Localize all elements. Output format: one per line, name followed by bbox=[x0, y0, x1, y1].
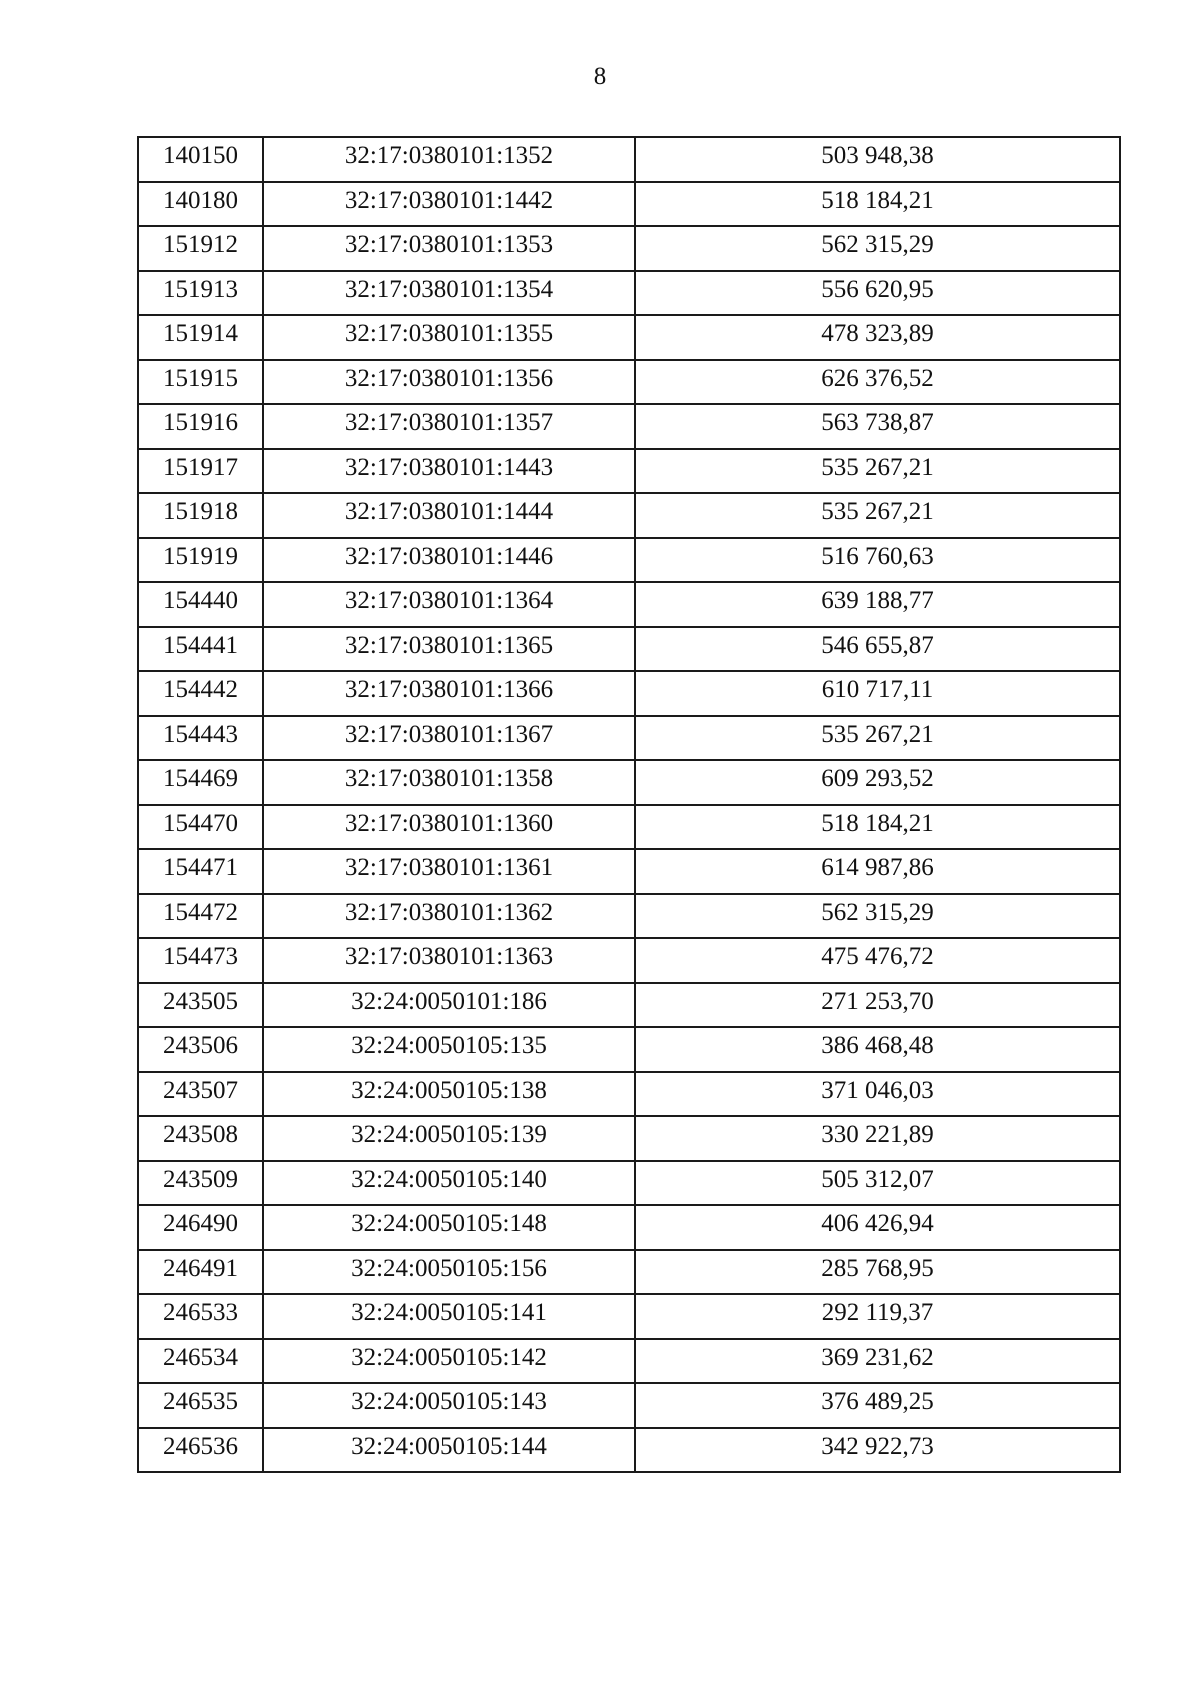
value-cell: 614 987,86 bbox=[635, 849, 1120, 894]
table-row bbox=[138, 894, 1120, 939]
row-id-cell: 154471 bbox=[138, 849, 263, 894]
row-id-cell: 154442 bbox=[138, 671, 263, 716]
value-cell: 535 267,21 bbox=[635, 716, 1120, 761]
cadastral-number-cell: 32:24:0050105:144 bbox=[263, 1428, 635, 1473]
table-row bbox=[138, 1027, 1120, 1072]
cadastral-number-cell: 32:24:0050105:143 bbox=[263, 1383, 635, 1428]
row-id-cell: 154469 bbox=[138, 760, 263, 805]
row-id-cell: 246533 bbox=[138, 1294, 263, 1339]
cadastral-number-cell: 32:17:0380101:1355 bbox=[263, 315, 635, 360]
table-row bbox=[138, 1339, 1120, 1384]
row-id-cell: 154473 bbox=[138, 938, 263, 983]
table-row bbox=[138, 671, 1120, 716]
row-id-cell: 246536 bbox=[138, 1428, 263, 1473]
cadastral-number-cell: 32:24:0050105:139 bbox=[263, 1116, 635, 1161]
row-id-cell: 151915 bbox=[138, 360, 263, 405]
value-cell: 639 188,77 bbox=[635, 582, 1120, 627]
value-cell: 518 184,21 bbox=[635, 182, 1120, 227]
table-row bbox=[138, 226, 1120, 271]
table-row bbox=[138, 1294, 1120, 1339]
page-number: 8 bbox=[593, 63, 607, 90]
value-cell: 535 267,21 bbox=[635, 493, 1120, 538]
cadastral-number-cell: 32:17:0380101:1442 bbox=[263, 182, 635, 227]
value-cell: 535 267,21 bbox=[635, 449, 1120, 494]
cadastral-number-cell: 32:17:0380101:1367 bbox=[263, 716, 635, 761]
table-row bbox=[138, 1250, 1120, 1295]
cadastral-number-cell: 32:17:0380101:1360 bbox=[263, 805, 635, 850]
cadastral-number-cell: 32:17:0380101:1361 bbox=[263, 849, 635, 894]
cadastral-number-cell: 32:17:0380101:1358 bbox=[263, 760, 635, 805]
value-cell: 330 221,89 bbox=[635, 1116, 1120, 1161]
value-cell: 292 119,37 bbox=[635, 1294, 1120, 1339]
row-id-cell: 151918 bbox=[138, 493, 263, 538]
table-row bbox=[138, 1072, 1120, 1117]
value-cell: 386 468,48 bbox=[635, 1027, 1120, 1072]
data-table bbox=[137, 136, 1121, 1473]
table-row bbox=[138, 760, 1120, 805]
cadastral-number-cell: 32:24:0050105:142 bbox=[263, 1339, 635, 1384]
table-row bbox=[138, 938, 1120, 983]
row-id-cell: 154440 bbox=[138, 582, 263, 627]
value-cell: 371 046,03 bbox=[635, 1072, 1120, 1117]
table-row bbox=[138, 271, 1120, 316]
row-id-cell: 243508 bbox=[138, 1116, 263, 1161]
cadastral-number-cell: 32:17:0380101:1362 bbox=[263, 894, 635, 939]
value-cell: 626 376,52 bbox=[635, 360, 1120, 405]
cadastral-number-cell: 32:17:0380101:1443 bbox=[263, 449, 635, 494]
table-row bbox=[138, 582, 1120, 627]
row-id-cell: 140150 bbox=[138, 137, 263, 182]
cadastral-number-cell: 32:17:0380101:1353 bbox=[263, 226, 635, 271]
cadastral-number-cell: 32:17:0380101:1364 bbox=[263, 582, 635, 627]
row-id-cell: 246534 bbox=[138, 1339, 263, 1384]
row-id-cell: 154472 bbox=[138, 894, 263, 939]
row-id-cell: 151917 bbox=[138, 449, 263, 494]
row-id-cell: 151914 bbox=[138, 315, 263, 360]
row-id-cell: 243505 bbox=[138, 983, 263, 1028]
cadastral-number-cell: 32:24:0050105:135 bbox=[263, 1027, 635, 1072]
cadastral-number-cell: 32:17:0380101:1357 bbox=[263, 404, 635, 449]
cadastral-number-cell: 32:24:0050105:140 bbox=[263, 1161, 635, 1206]
row-id-cell: 151919 bbox=[138, 538, 263, 583]
value-cell: 369 231,62 bbox=[635, 1339, 1120, 1384]
cadastral-number-cell: 32:24:0050105:156 bbox=[263, 1250, 635, 1295]
value-cell: 516 760,63 bbox=[635, 538, 1120, 583]
cadastral-number-cell: 32:17:0380101:1363 bbox=[263, 938, 635, 983]
row-id-cell: 151916 bbox=[138, 404, 263, 449]
table-row bbox=[138, 1205, 1120, 1250]
table-row bbox=[138, 1116, 1120, 1161]
cadastral-number-cell: 32:24:0050105:148 bbox=[263, 1205, 635, 1250]
table-row bbox=[138, 182, 1120, 227]
row-id-cell: 151913 bbox=[138, 271, 263, 316]
row-id-cell: 154441 bbox=[138, 627, 263, 672]
table-row bbox=[138, 315, 1120, 360]
value-cell: 562 315,29 bbox=[635, 226, 1120, 271]
value-cell: 609 293,52 bbox=[635, 760, 1120, 805]
cadastral-number-cell: 32:17:0380101:1365 bbox=[263, 627, 635, 672]
value-cell: 285 768,95 bbox=[635, 1250, 1120, 1295]
table-row bbox=[138, 449, 1120, 494]
table-row bbox=[138, 538, 1120, 583]
value-cell: 271 253,70 bbox=[635, 983, 1120, 1028]
cadastral-number-cell: 32:17:0380101:1366 bbox=[263, 671, 635, 716]
row-id-cell: 154443 bbox=[138, 716, 263, 761]
cadastral-number-cell: 32:17:0380101:1444 bbox=[263, 493, 635, 538]
value-cell: 475 476,72 bbox=[635, 938, 1120, 983]
row-id-cell: 243509 bbox=[138, 1161, 263, 1206]
row-id-cell: 246490 bbox=[138, 1205, 263, 1250]
table-row bbox=[138, 716, 1120, 761]
row-id-cell: 151912 bbox=[138, 226, 263, 271]
cadastral-number-cell: 32:17:0380101:1446 bbox=[263, 538, 635, 583]
table-row bbox=[138, 805, 1120, 850]
value-cell: 546 655,87 bbox=[635, 627, 1120, 672]
row-id-cell: 154470 bbox=[138, 805, 263, 850]
value-cell: 610 717,11 bbox=[635, 671, 1120, 716]
value-cell: 518 184,21 bbox=[635, 805, 1120, 850]
row-id-cell: 140180 bbox=[138, 182, 263, 227]
table-row bbox=[138, 1428, 1120, 1473]
value-cell: 563 738,87 bbox=[635, 404, 1120, 449]
value-cell: 562 315,29 bbox=[635, 894, 1120, 939]
table-row bbox=[138, 404, 1120, 449]
table-row bbox=[138, 493, 1120, 538]
value-cell: 406 426,94 bbox=[635, 1205, 1120, 1250]
row-id-cell: 246535 bbox=[138, 1383, 263, 1428]
value-cell: 342 922,73 bbox=[635, 1428, 1120, 1473]
table-row bbox=[138, 137, 1120, 182]
table-row bbox=[138, 1383, 1120, 1428]
table-row bbox=[138, 1161, 1120, 1206]
cadastral-number-cell: 32:17:0380101:1352 bbox=[263, 137, 635, 182]
table-body bbox=[138, 137, 1120, 1472]
value-cell: 556 620,95 bbox=[635, 271, 1120, 316]
row-id-cell: 243507 bbox=[138, 1072, 263, 1117]
value-cell: 503 948,38 bbox=[635, 137, 1120, 182]
table-row bbox=[138, 627, 1120, 672]
table-row bbox=[138, 360, 1120, 405]
row-id-cell: 243506 bbox=[138, 1027, 263, 1072]
table-row bbox=[138, 849, 1120, 894]
row-id-cell: 246491 bbox=[138, 1250, 263, 1295]
cadastral-number-cell: 32:24:0050105:141 bbox=[263, 1294, 635, 1339]
cadastral-number-cell: 32:17:0380101:1354 bbox=[263, 271, 635, 316]
cadastral-number-cell: 32:24:0050105:138 bbox=[263, 1072, 635, 1117]
value-cell: 376 489,25 bbox=[635, 1383, 1120, 1428]
cadastral-number-cell: 32:17:0380101:1356 bbox=[263, 360, 635, 405]
cadastral-number-cell: 32:24:0050101:186 bbox=[263, 983, 635, 1028]
value-cell: 478 323,89 bbox=[635, 315, 1120, 360]
value-cell: 505 312,07 bbox=[635, 1161, 1120, 1206]
table-row bbox=[138, 983, 1120, 1028]
